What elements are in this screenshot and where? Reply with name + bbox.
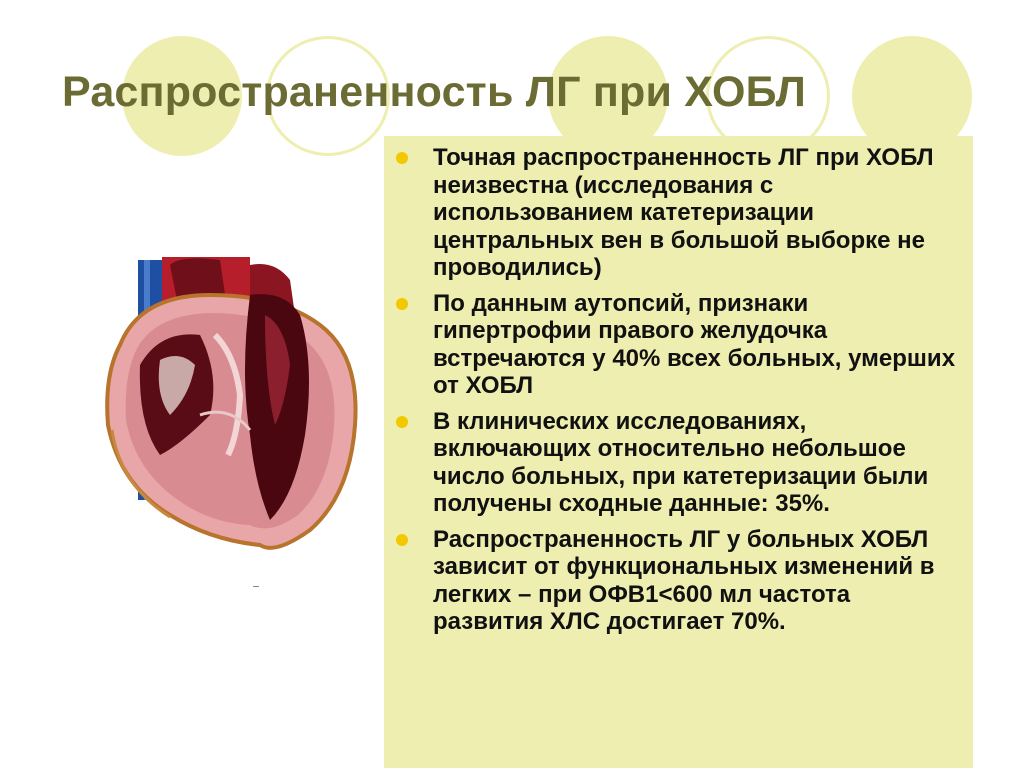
slide-title: Распространенность ЛГ при ХОБЛ: [62, 68, 807, 116]
content-panel: [384, 136, 973, 768]
bullet-icon: [396, 152, 408, 164]
bullet-item-4: [396, 526, 963, 636]
bullet-text-2: По данным аутопсий, признаки гипертрофии правого желудочка встречаются у 40% всех больных, умерших от ХОБЛ: [433, 289, 956, 399]
bullet-text-3: В клинических исследованиях, включающих относительно небольшое число больных, при катетеризации были получены сходные данные: 35%.: [433, 407, 929, 517]
image-caption-mark: [253, 586, 259, 587]
bullet-text-1: Точная распространенность ЛГ при ХОБЛ неизвестна (исследования с использованием катетеризации центральных вен в большой выборке не проводились): [433, 144, 934, 281]
bullet-item-1: [396, 144, 963, 282]
bullet-icon: [396, 298, 408, 310]
bullet-item-3: [396, 408, 963, 518]
bullet-item-2: [396, 290, 963, 400]
bullet-text-4: Распространенность ЛГ у больных ХОБЛ зависит от функциональных изменений в легких – при ОФВ1<600 мл частота развития ХЛС достигает 70%.: [433, 525, 935, 635]
bullet-list: [384, 136, 973, 636]
bullet-icon: [396, 416, 408, 428]
bullet-icon: [396, 534, 408, 546]
heart-cross-section-icon: [100, 255, 380, 585]
